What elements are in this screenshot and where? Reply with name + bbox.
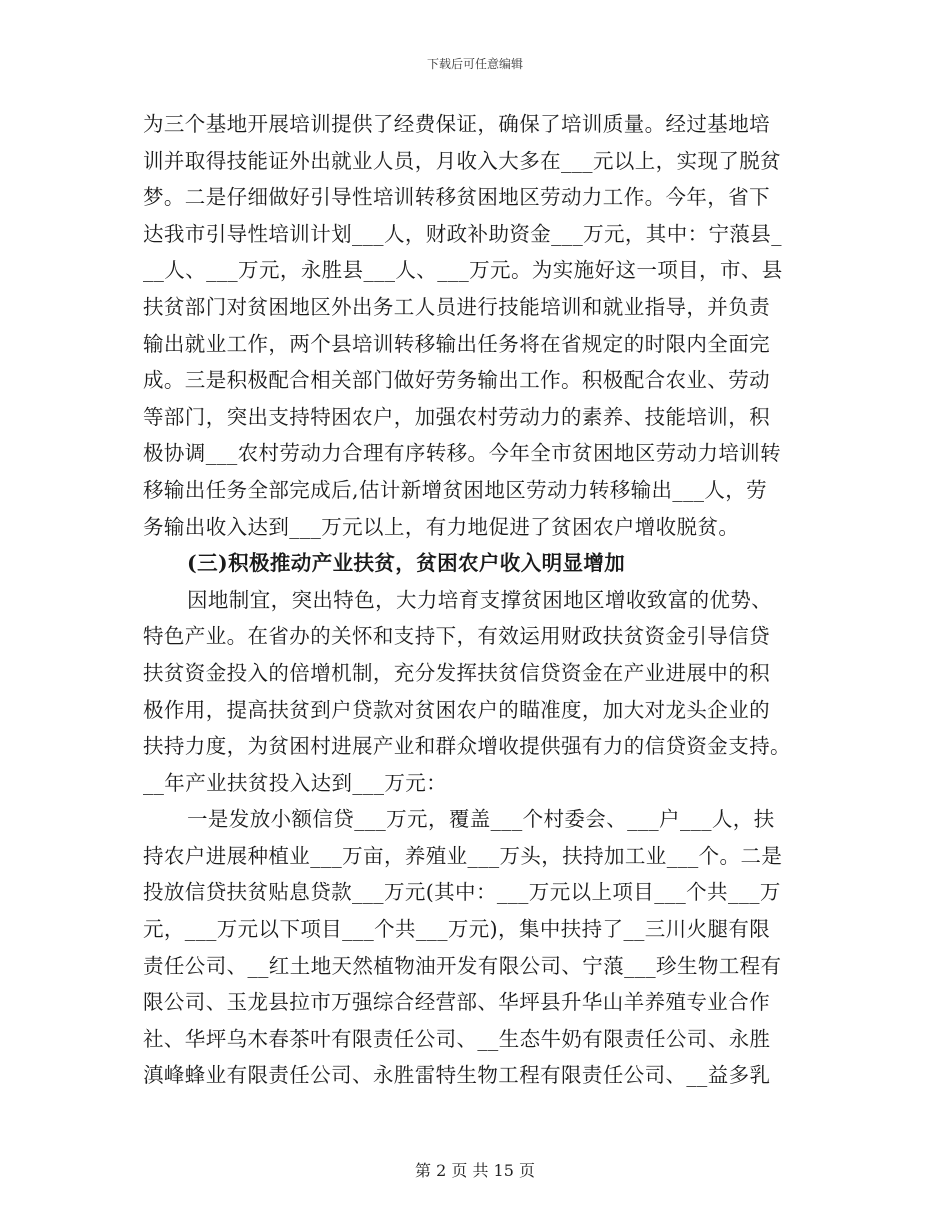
text-line: 特色产业。在省办的关怀和支持下，有效运用财政扶贫资金引导信贷 xyxy=(143,624,770,649)
text-line: 投放信贷扶贫贴息贷款___万元(其中：___万元以上项目___个共___万 xyxy=(143,880,781,905)
text-line: 责任公司、__红土地天然植物油开发有限公司、宁蒗___珍生物工程有 xyxy=(143,953,782,978)
text-line: 达我市引导性培训计划___人，财政补助资金___万元，其中：宁蒗县_ xyxy=(143,221,782,246)
text-line: 扶持力度，为贫困村进展产业和群众增收提供强有力的信贷资金支持。 xyxy=(143,734,791,759)
text-line: 滇峰蜂业有限责任公司、永胜雷特生物工程有限责任公司、__益多乳 xyxy=(143,1063,771,1088)
text-line: 输出就业工作，两个县培训转移输出任务将在省规定的时限内全面完 xyxy=(143,331,770,356)
text-line: __年产业扶贫投入达到___万元： xyxy=(143,770,448,795)
text-line: 因地制宜，突出特色，大力培育支撑贫困地区增收致富的优势、 xyxy=(187,587,773,612)
text-line: 务输出收入达到___万元以上，有力地促进了贫困农户增收脱贫。 xyxy=(143,514,740,539)
text-line: 元，___万元以下项目___个共___万元)，集中扶持了__三川火腿有限 xyxy=(143,917,771,942)
text-line: 限公司、玉龙县拉市万强综合经营部、华坪县升华山羊养殖专业合作 xyxy=(143,990,770,1015)
text-line: 扶贫部门对贫困地区外出务工人员进行技能培训和就业指导，并负责 xyxy=(143,294,770,319)
text-line: 一是发放小额信贷___万元，覆盖___个村委会、___户___人，扶 xyxy=(187,807,775,832)
text-line: 成。三是积极配合相关部门做好劳务输出工作。积极配合农业、劳动 xyxy=(143,368,770,393)
text-line: 极协调___农村劳动力合理有序转移。今年全市贫困地区劳动力培训转 xyxy=(143,441,782,466)
text-line: 持农户进展种植业___万亩，养殖业___万头，扶持加工业___个。二是 xyxy=(143,843,783,868)
text-line: 社、华坪乌木春茶叶有限责任公司、__生态牛奶有限责任公司、永胜 xyxy=(143,1026,771,1051)
text-line: 训并取得技能证外出就业人员，月收入大多在___元以上，实现了脱贫 xyxy=(143,148,782,173)
text-line: 极作用，提高扶贫到户贷款对贫困农户的瞄准度，加大对龙头企业的 xyxy=(143,697,770,722)
page-footer: 第 2 页 共 15 页 xyxy=(415,1161,535,1180)
text-line: 扶贫资金投入的倍增机制，充分发挥扶贫信贷资金在产业进展中的积 xyxy=(143,660,770,685)
text-line: __人、___万元，永胜县___人、___万元。为实施好这一项目，市、县 xyxy=(143,258,783,283)
text-line: 等部门，突出支持特困农户，加强农村劳动力的素养、技能培训，积 xyxy=(143,404,770,429)
page-header: 下载后可任意编辑 xyxy=(426,57,523,71)
body-text xyxy=(143,106,811,1094)
section-heading: (三)积极推动产业扶贫，贫困农户收入明显增加 xyxy=(187,551,626,576)
text-line: 梦。二是仔细做好引导性培训转移贫困地区劳动力工作。今年，省下 xyxy=(143,185,770,210)
text-line: 移输出任务全部完成后,估计新增贫困地区劳动力转移输出___人，劳 xyxy=(143,477,768,502)
text-line: 为三个基地开展培训提供了经费保证，确保了培训质量。经过基地培 xyxy=(143,112,770,136)
